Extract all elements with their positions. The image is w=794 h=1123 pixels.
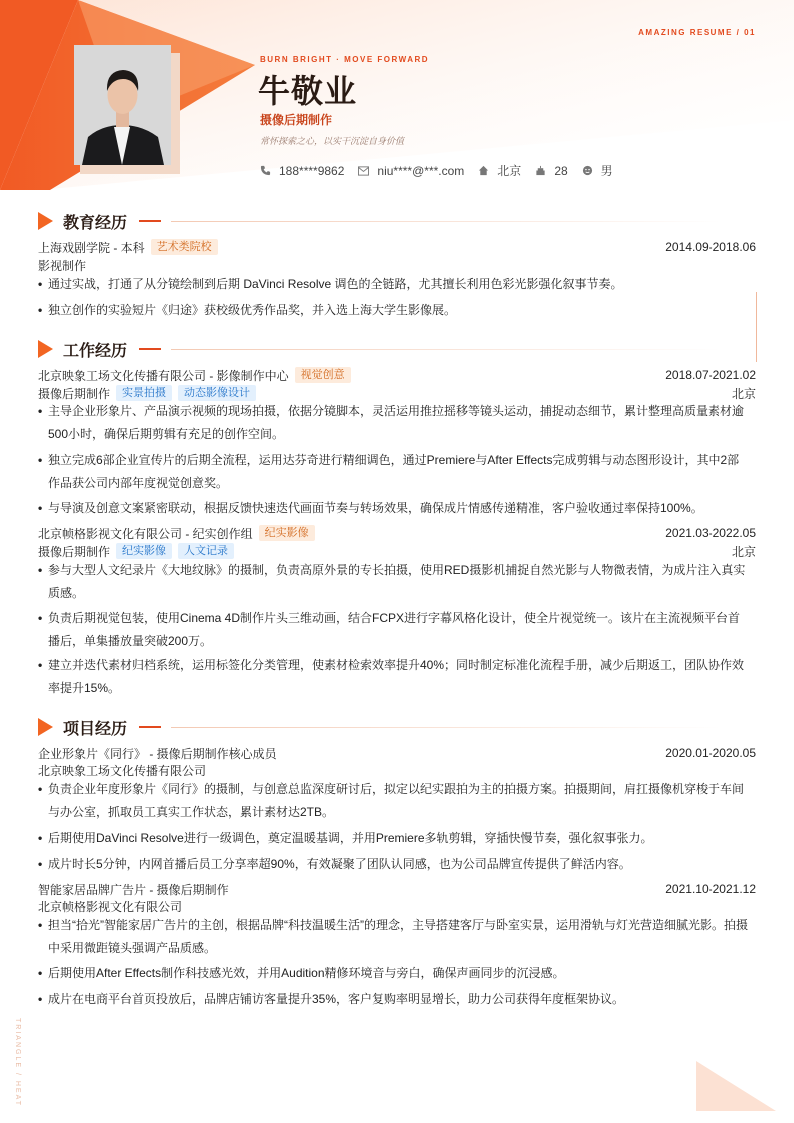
- list-item: • 担当“拾光”智能家居广告片的主创，根据品牌“科技温暖生活”的理念，主导搭建客厅与卧室实景，运用滑轨与灯光营造细腻光影。拍摄中采用微距镜头强调产品质感。: [38, 918, 748, 955]
- project-dates: 2021.10-2021.12: [665, 882, 756, 896]
- school-name: 上海戏剧学院 - 本科: [38, 240, 145, 255]
- project-row: [38, 880, 756, 898]
- list-item: • 主导企业形象片、产品演示视频的现场拍摄，依据分镜脚本，灵活运用推拉摇移等镜头运动，捕捉动态细节，累计整理高质量素材逾500小时，确保后期剪辑有充足的创作空间。: [38, 404, 745, 441]
- age-text: 28: [554, 163, 568, 178]
- contact-age: [535, 164, 567, 178]
- divider: [171, 221, 721, 222]
- motto: 常怀探索之心，以实干沉淀自身价值: [260, 136, 405, 146]
- list-item: • 成片在电商平台首页投放后，品牌店铺访客量提升35%，客户复购率明显增长，助力公司获得年度框架协议。: [38, 992, 625, 1006]
- position-name: 摄像后期制作: [38, 544, 111, 559]
- education-row: [38, 238, 756, 256]
- list-item: • 成片时长5分钟，内网首播后员工分享率超90%，有效凝聚了团队认同感，也为公司品牌宣传提供了鲜活内容。: [38, 857, 631, 871]
- profile-photo: [74, 45, 171, 165]
- list-item: • 后期使用DaVinci Resolve进行一级调色，奠定温暖基调，并用Premiere多轨剪辑，穿插快慢节奏，强化叙事张力。: [38, 831, 653, 845]
- job-row: [38, 524, 756, 542]
- company-tag: 视觉创意: [295, 367, 351, 383]
- mail-icon: [358, 166, 369, 176]
- phone-icon: [260, 165, 271, 176]
- tagline: BURN BRIGHT · MOVE FORWARD: [260, 55, 430, 64]
- gender-text: 男: [600, 164, 613, 178]
- city-text: 北京: [497, 164, 522, 178]
- job-row: [38, 366, 756, 384]
- education-dates: 2014.09-2018.06: [665, 240, 756, 254]
- company-tag: 纪实影像: [259, 525, 315, 541]
- position-name: 摄像后期制作: [38, 386, 111, 401]
- email-text: niu****@***.com: [377, 163, 465, 178]
- divider: [139, 348, 161, 350]
- education-major: 影视制作: [38, 259, 87, 273]
- project-org: 北京帧格影视文化有限公司: [38, 900, 183, 914]
- section-title: 教育经历: [63, 214, 128, 232]
- contact-city: [478, 162, 521, 179]
- section-title: 工作经历: [63, 342, 128, 360]
- person-name: 牛敬业: [258, 73, 358, 109]
- list-item: • 通过实战，打通了从分镜绘制到后期 DaVinci Resolve 调色的全链路，尤其擅长利用色彩光影强化叙事节奏。: [38, 277, 623, 291]
- section-title: 项目经历: [63, 720, 128, 738]
- project-name: 企业形象片《同行》 - 摄像后期制作核心成员: [38, 746, 277, 761]
- education-section-header: [38, 211, 721, 231]
- list-item: • 负责后期视觉包装，使用Cinema 4D制作片头三维动画，结合FCPX进行字幕风格化设计，使全片视觉统一。该片在主流视频平台首播后，单集播放量突破200万。: [38, 611, 741, 648]
- skill-tag: 人文记录: [178, 543, 234, 559]
- work-section-header: [38, 339, 721, 359]
- project-org: 北京映象工场文化传播有限公司: [38, 764, 207, 778]
- cake-icon: [535, 165, 546, 176]
- phone-text: 188****9862: [279, 163, 345, 178]
- project-dates: 2020.01-2020.05: [665, 746, 756, 760]
- company-name: 北京帧格影视文化有限公司 - 纪实创作组: [38, 526, 253, 541]
- side-decoration-text: TRIANGLE / HEAT: [14, 1018, 21, 1107]
- corner-triangle-decoration: [696, 1061, 776, 1111]
- contact-gender: [582, 162, 613, 179]
- list-item: • 负责企业年度形象片《同行》的摄制，与创意总监深度研讨后，拟定以纪实跟拍为主的拍摄方案。拍摄期间，肩扛摄像机穿梭于车间与办公室，抓取员工真实工作状态，累计素材达2TB。: [38, 782, 745, 819]
- divider: [139, 220, 161, 222]
- list-item: • 与导演及创意文案紧密联动，根据反馈快速迭代画面节奏与转场效果，确保成片情感传递精准，客户验收通过率保持100%。: [38, 501, 703, 515]
- list-item: • 独立完成6部企业宣传片的后期全流程，运用达芬奇进行精细调色，通过Premiere与After Effects完成剪辑与动态图形设计，其中2部作品获公司内部年度视觉创意奖。: [38, 453, 740, 490]
- job-location: 北京: [731, 386, 756, 401]
- contact-email: [358, 164, 464, 178]
- school-tag: 艺术类院校: [151, 239, 218, 255]
- top-tag: AMAZING RESUME / 01: [638, 28, 756, 37]
- divider: [171, 349, 721, 350]
- job-dates: 2021.03-2022.05: [665, 526, 756, 540]
- triangle-icon: [38, 340, 53, 358]
- job-dates: 2018.07-2021.02: [665, 368, 756, 382]
- job-role: 摄像后期制作: [260, 113, 333, 127]
- list-item: • 独立创作的实验短片《归途》获校级优秀作品奖，并入选上海大学生影像展。: [38, 303, 457, 317]
- contact-phone: [260, 164, 344, 178]
- divider: [171, 727, 721, 728]
- home-icon: [478, 165, 489, 176]
- contact-bar: [260, 162, 627, 179]
- list-item: • 建立并迭代素材归档系统，运用标签化分类管理，使素材检索效率提升40%；同时制定标准化流程手册，减少后期返工，团队协作效率提升15%。: [38, 658, 745, 695]
- divider: [139, 726, 161, 728]
- triangle-icon: [38, 718, 53, 736]
- skill-tag: 实景拍摄: [116, 385, 172, 401]
- skill-tag: 动态影像设计: [178, 385, 256, 401]
- project-name: 智能家居品牌广告片 - 摄像后期制作: [38, 882, 229, 897]
- skill-tag: 纪实影像: [116, 543, 172, 559]
- projects-section-header: [38, 717, 721, 737]
- triangle-icon: [38, 212, 53, 230]
- gender-icon: [582, 165, 593, 176]
- company-name: 北京映象工场文化传播有限公司 - 影像制作中心: [38, 368, 289, 383]
- project-row: [38, 744, 756, 762]
- list-item: • 参与大型人文纪录片《大地纹脉》的摄制，负责高原外景的专长拍摄，使用RED摄影机捕捉自然光影与人物微表情，为成片注入真实质感。: [38, 563, 746, 600]
- divider: [756, 292, 757, 362]
- list-item: • 后期使用After Effects制作科技感光效，并用Audition精修环境音与旁白，确保声画同步的沉浸感。: [38, 966, 565, 980]
- job-location: 北京: [731, 544, 756, 559]
- position-row: [38, 542, 756, 560]
